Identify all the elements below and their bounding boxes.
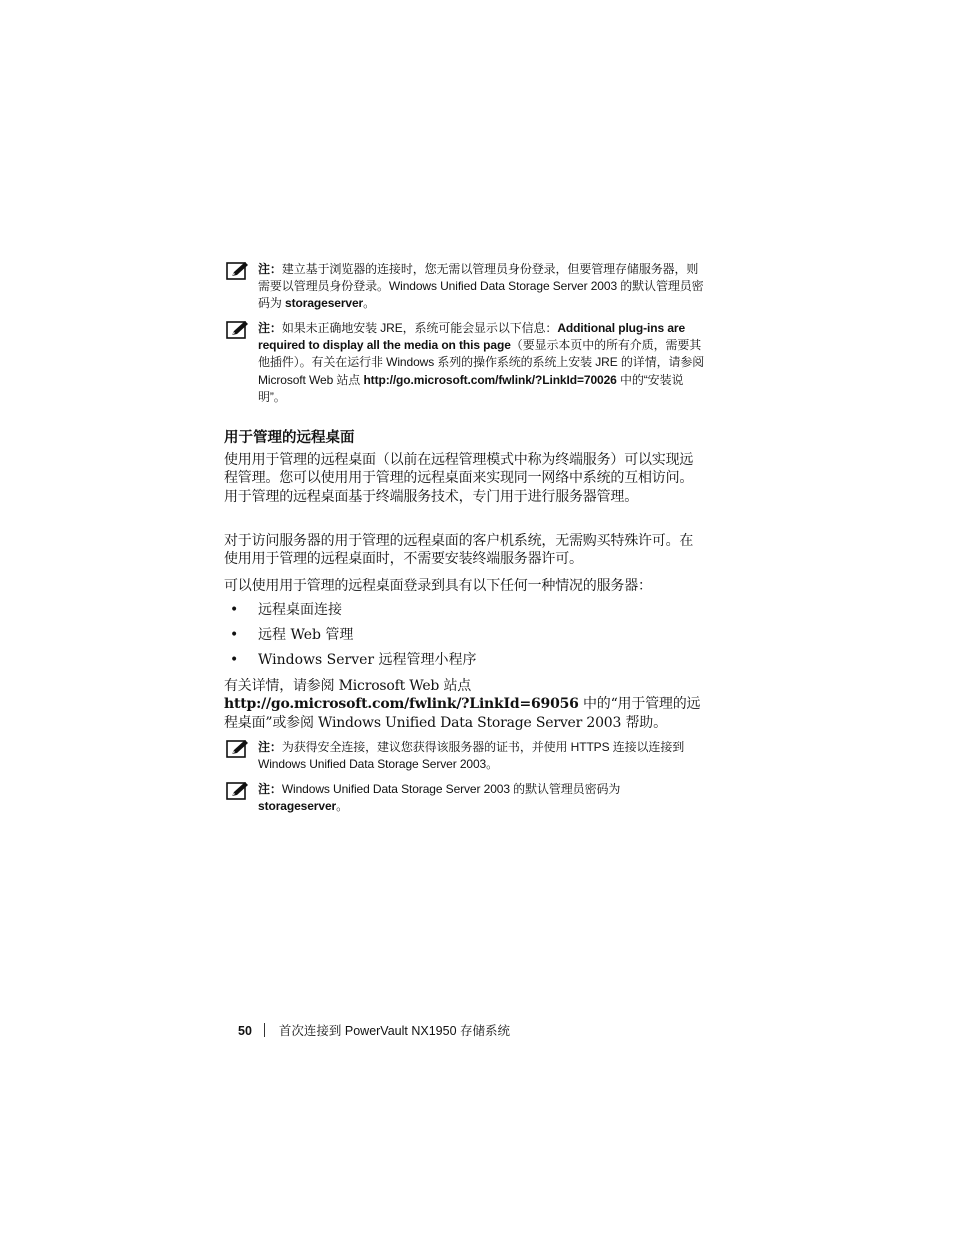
paragraph-2: 对于访问服务器的用于管理的远程桌面的客户机系统，无需购买特殊许可。在使用用于管理的远程桌面时，不需要安装终端服务器许可。 (224, 533, 694, 568)
note-label: 注： (258, 262, 282, 276)
link-jre-instructions[interactable]: http://go.microsoft.com/fwlink/?LinkId=70026 (363, 372, 617, 387)
bullet-glyph: • (230, 652, 239, 668)
bullet-list (230, 601, 700, 676)
note-label: 注： (258, 740, 282, 754)
bullet-glyph: • (230, 602, 239, 618)
note-4 (226, 781, 706, 815)
list-item: • Windows Server 远程管理小程序 (230, 652, 477, 668)
pencil-note-icon (226, 321, 248, 339)
note-label: 注： (258, 782, 282, 796)
note-1 (226, 261, 706, 313)
note-1-text: 注：建立基于浏览器的连接时，您无需以管理员身份登录，但要管理存储服务器，则需要以管理员身份登录。Windows Unified Data Storage Server 2003 的默认管理员密码为 storageserver。 (258, 262, 704, 311)
pencil-note-icon (226, 740, 248, 758)
pencil-note-icon (226, 782, 248, 800)
pencil-note-icon (226, 262, 248, 280)
page-number: 50 (238, 1024, 252, 1038)
note-3-text: 注：为获得安全连接，建议您获得该服务器的证书，并使用 HTTPS 连接以连接到 Windows Unified Data Storage Server 2003。 (258, 740, 685, 772)
footer-divider (264, 1023, 265, 1037)
list-item: • 远程桌面连接 (230, 602, 342, 618)
note-3 (226, 739, 706, 773)
paragraph-1: 使用用于管理的远程桌面（以前在远程管理模式中称为终端服务）可以实现远程管理。您可以使用用于管理的远程桌面来实现同一网络中系统的互相访问。用于管理的远程桌面基于终端服务技术，专门用于进行服务器管理。 (224, 452, 694, 505)
page-footer (238, 1021, 510, 1039)
bullet-glyph: • (230, 627, 239, 643)
link-remote-desktop[interactable]: http://go.microsoft.com/fwlink/?LinkId=69056 (224, 696, 579, 713)
paragraph-4: 有关详情，请参阅 Microsoft Web 站点 http://go.microsoft.com/fwlink/?LinkId=69056 中的“用于管理的远程桌面”或参阅 Windows Unified Data Storage Server 2003 帮助。 (224, 678, 701, 731)
list-item: • 远程 Web 管理 (230, 627, 354, 643)
note-4-text: 注：Windows Unified Data Storage Server 2003 的默认管理员密码为 storageserver。 (258, 782, 621, 814)
note-2 (226, 320, 706, 406)
footer-title: 首次连接到 PowerVault NX1950 存储系统 (278, 1024, 510, 1038)
section-heading: 用于管理的远程桌面 (224, 430, 355, 446)
paragraph-3: 可以使用用于管理的远程桌面登录到具有以下任何一种情况的服务器： (224, 578, 652, 594)
note-2-text: 注：如果未正确地安装 JRE，系统可能会显示以下信息：Additional plug-ins are required to display all the media on this page（要显示本页中的所有介质，需要其他插件）。有关在运行非 Windows 系列的操作系统的系统上安装 JRE 的详情，请参阅 Microsoft Web 站点 http://go.microsoft.com/fwlink/?LinkId=70026 中的“安装说明”。 (258, 321, 705, 404)
note-label: 注： (258, 321, 282, 335)
